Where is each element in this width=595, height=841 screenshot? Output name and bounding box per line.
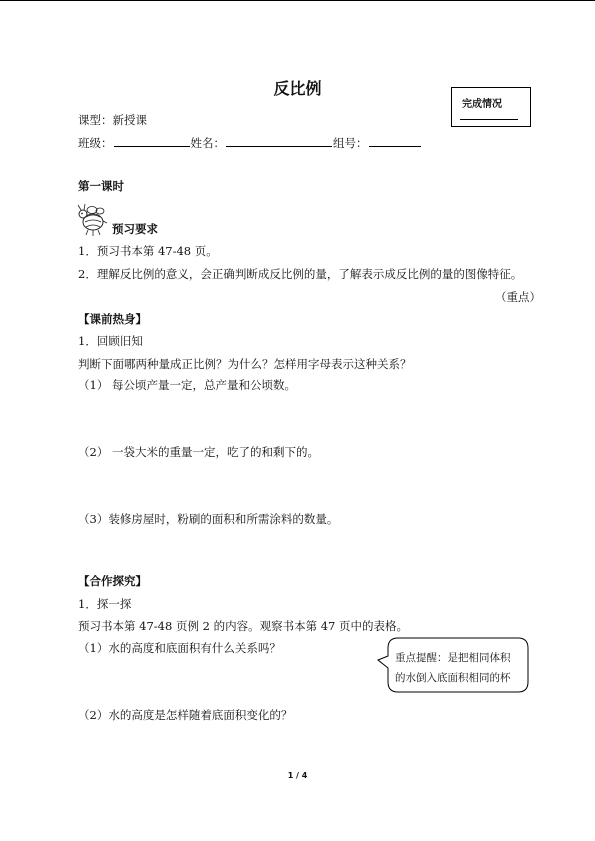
explore-q1: （1）水的高度和底面积有什么关系吗？ — [78, 641, 281, 655]
callout-line-2: 的水倒入底面积相同的杯 — [395, 672, 511, 684]
tip-callout-bubble — [376, 636, 530, 694]
explore-intro: 预习书本第 47-48 页例 2 的内容。观察书本第 47 页中的表格。 — [78, 619, 409, 633]
warmup-q1: （1） 每公顷产量一定，总产量和公顷数。 — [78, 378, 296, 392]
explore-heading: 【合作探究】 — [78, 574, 147, 588]
completion-status-label: 完成情况 — [462, 99, 502, 110]
completion-status-box — [451, 87, 531, 127]
group-label: 组号： — [333, 136, 368, 150]
explore-item-1: 1．探一探 — [78, 597, 132, 611]
explore-q2: （2）水的高度是怎样随着底面积变化的？ — [78, 708, 293, 722]
warmup-q3: （3）装修房屋时，粉刷的面积和所需涂料的数量。 — [78, 512, 339, 526]
warmup-q2: （2） 一袋大米的重量一定，吃了的和剩下的。 — [78, 445, 319, 459]
preview-item-2: 2．理解反比例的意义，会正确判断成反比例的量，了解表示成反比例的量的图像特征。 — [78, 267, 523, 281]
page-title: 反比例 — [273, 79, 322, 98]
preview-heading: 预习要求 — [112, 222, 158, 236]
group-blank[interactable] — [369, 135, 421, 147]
warmup-item-1: 1．回顾旧知 — [78, 334, 143, 348]
preview-item-1: 1．预习书本第 47-48 页。 — [78, 244, 218, 258]
student-info-line — [78, 135, 422, 151]
warmup-heading: 【课前热身】 — [78, 312, 147, 326]
key-point-tag: （重点） — [495, 290, 541, 304]
page-number: 1 / 4 — [287, 771, 308, 780]
name-label: 姓名： — [190, 136, 225, 150]
completion-status-blank[interactable] — [460, 119, 518, 120]
course-type: 课型：新授课 — [78, 113, 147, 127]
callout-line-1: 重点提醒：是把相同体积 — [395, 652, 511, 664]
lesson-label: 第一课时 — [78, 179, 124, 193]
top-rule — [0, 0, 595, 1]
name-blank[interactable] — [226, 135, 332, 147]
class-label: 班级： — [78, 136, 113, 150]
warmup-question: 判断下面哪两种量成正比例？为什么？怎样用字母表示这种关系？ — [78, 357, 412, 371]
class-blank[interactable] — [114, 135, 190, 147]
mascot-bee-icon — [76, 203, 108, 237]
